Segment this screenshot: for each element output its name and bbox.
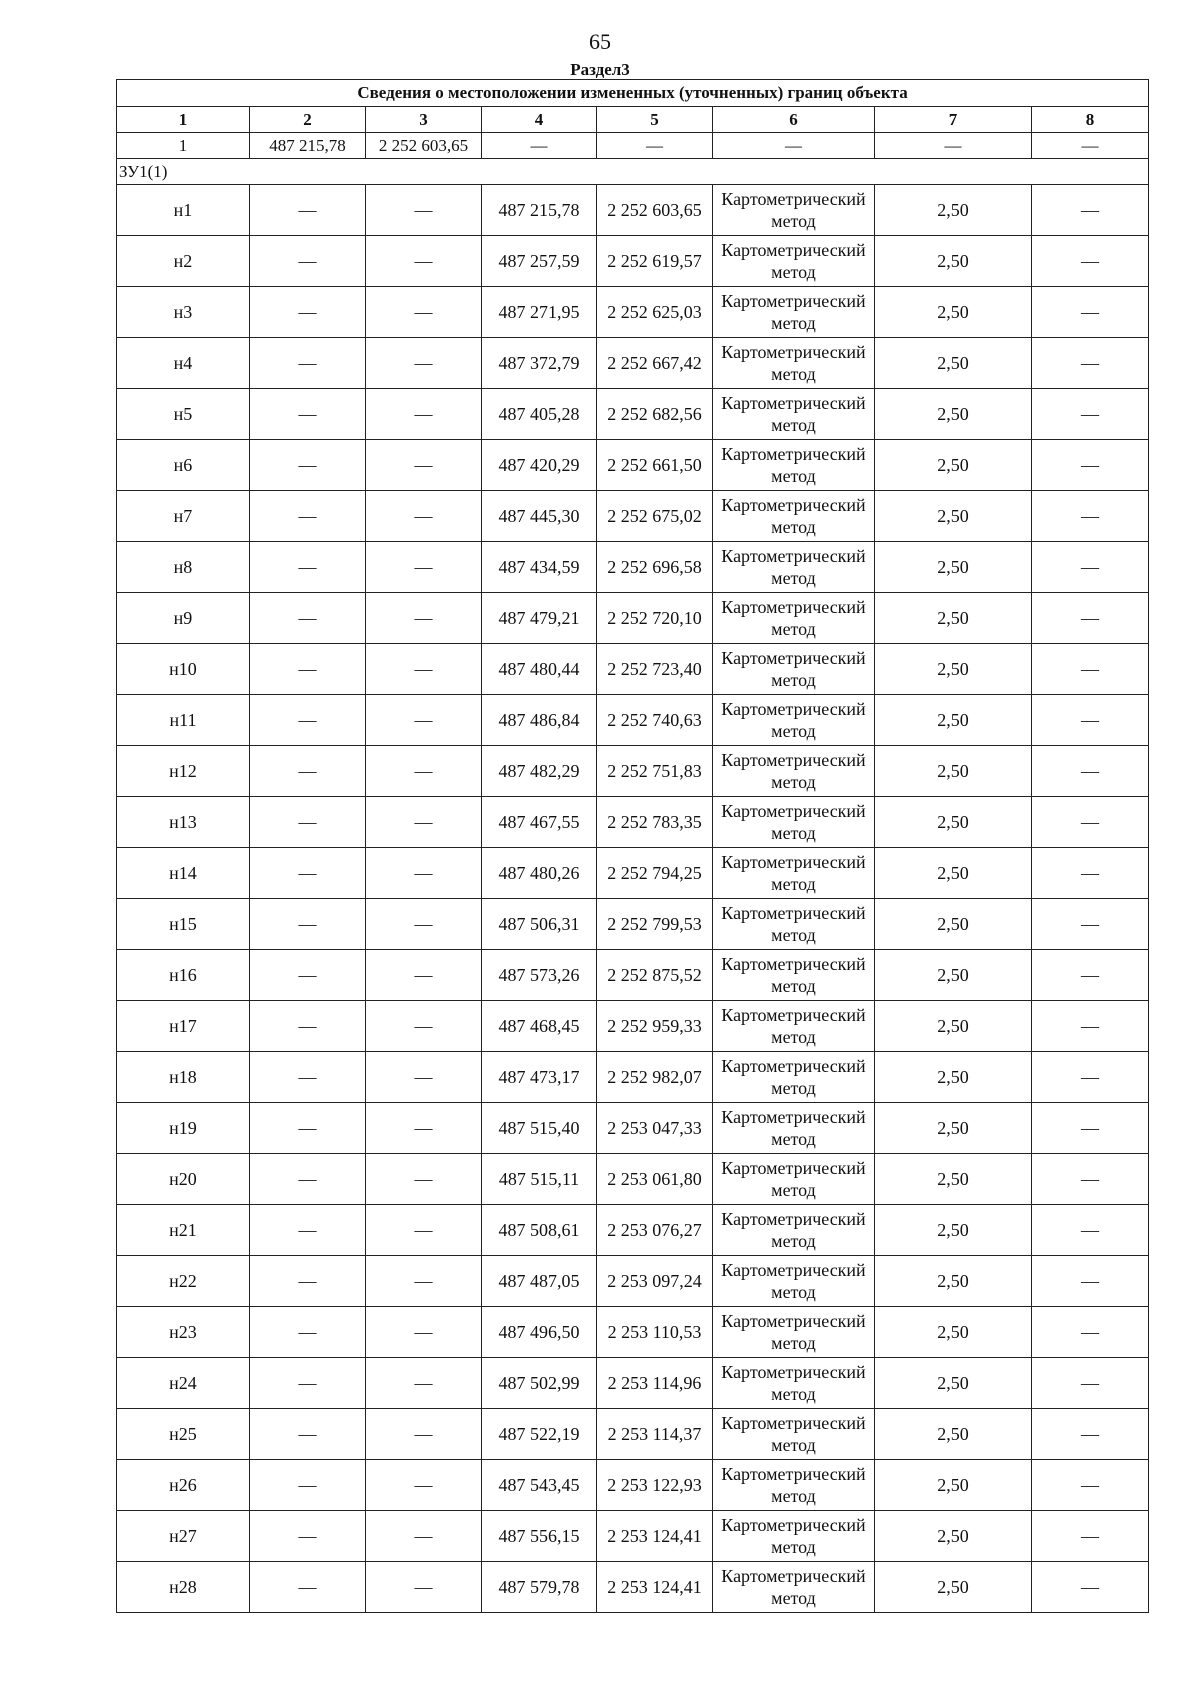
table-cell: 2,50 <box>875 1358 1032 1409</box>
table-cell: 2,50 <box>875 746 1032 797</box>
table-cell: — <box>250 848 366 899</box>
table-cell: 2 252 799,53 <box>597 899 713 950</box>
table-cell: 487 579,78 <box>482 1562 597 1613</box>
table-cell: 487 271,95 <box>482 287 597 338</box>
table-cell: — <box>1032 236 1149 287</box>
table-cell: — <box>1032 1307 1149 1358</box>
table-cell: н8 <box>117 542 250 593</box>
table-cell: Картометрический метод <box>713 236 875 287</box>
table-cell: 487 508,61 <box>482 1205 597 1256</box>
table-cell: — <box>366 1511 482 1562</box>
table-cell: 2 253 124,41 <box>597 1562 713 1613</box>
table-cell: н14 <box>117 848 250 899</box>
table-cell: — <box>250 1256 366 1307</box>
table-cell: 487 445,30 <box>482 491 597 542</box>
table-cell: — <box>250 695 366 746</box>
table-cell: — <box>1032 797 1149 848</box>
table-cell: 487 543,45 <box>482 1460 597 1511</box>
table-cell: — <box>366 1307 482 1358</box>
table-cell: 2 252 959,33 <box>597 1001 713 1052</box>
table-row <box>117 1511 1149 1562</box>
table-cell: — <box>250 593 366 644</box>
table-cell: — <box>1032 1052 1149 1103</box>
table-cell: н6 <box>117 440 250 491</box>
table-cell: 487 473,17 <box>482 1052 597 1103</box>
table-cell: — <box>250 1205 366 1256</box>
column-number: 2 <box>250 107 366 133</box>
table-cell: 2 252 603,65 <box>366 133 482 159</box>
table-row <box>117 542 1149 593</box>
table-cell: 2,50 <box>875 440 1032 491</box>
table-cell: — <box>1032 1001 1149 1052</box>
table-cell: Картометрический метод <box>713 389 875 440</box>
table-cell: — <box>366 899 482 950</box>
table-cell: 487 468,45 <box>482 1001 597 1052</box>
table-cell: 2 252 723,40 <box>597 644 713 695</box>
table-cell: — <box>1032 695 1149 746</box>
column-number: 5 <box>597 107 713 133</box>
table-cell: н27 <box>117 1511 250 1562</box>
table-cell: — <box>366 1154 482 1205</box>
table-cell: — <box>366 542 482 593</box>
table-cell: н5 <box>117 389 250 440</box>
table-cell: 2,50 <box>875 899 1032 950</box>
table-row <box>117 797 1149 848</box>
table-cell: 487 506,31 <box>482 899 597 950</box>
table-body <box>117 80 1149 1613</box>
table-cell: 2,50 <box>875 1460 1032 1511</box>
table-cell: — <box>1032 287 1149 338</box>
table-cell: — <box>366 1562 482 1613</box>
column-number: 6 <box>713 107 875 133</box>
table-cell: 2,50 <box>875 389 1032 440</box>
table-cell: Картометрический метод <box>713 1307 875 1358</box>
table-cell: Картометрический метод <box>713 1154 875 1205</box>
table-cell: 2 252 794,25 <box>597 848 713 899</box>
table-cell: — <box>250 797 366 848</box>
table-cell: 487 479,21 <box>482 593 597 644</box>
table-row <box>117 746 1149 797</box>
column-number: 7 <box>875 107 1032 133</box>
table-cell: Картометрический метод <box>713 1511 875 1562</box>
table-cell: — <box>250 1307 366 1358</box>
table-cell: — <box>1032 1409 1149 1460</box>
table-cell: — <box>366 1205 482 1256</box>
table-row <box>117 1409 1149 1460</box>
table-cell: Картометрический метод <box>713 593 875 644</box>
table-cell: Картометрический метод <box>713 1358 875 1409</box>
table-cell: 2 253 097,24 <box>597 1256 713 1307</box>
table-cell: — <box>1032 389 1149 440</box>
table-cell: — <box>250 338 366 389</box>
table-cell: — <box>1032 593 1149 644</box>
table-cell: 487 522,19 <box>482 1409 597 1460</box>
table-cell: — <box>366 695 482 746</box>
boundary-coordinates-table <box>116 79 1149 1613</box>
table-cell: — <box>366 593 482 644</box>
table-cell: Картометрический метод <box>713 185 875 236</box>
table-cell: — <box>1032 1511 1149 1562</box>
table-row <box>117 1205 1149 1256</box>
table-cell: 2 252 661,50 <box>597 440 713 491</box>
column-number: 3 <box>366 107 482 133</box>
table-cell: 487 215,78 <box>482 185 597 236</box>
table-cell: — <box>250 1511 366 1562</box>
table-cell: — <box>250 542 366 593</box>
table-cell: н23 <box>117 1307 250 1358</box>
table-row <box>117 389 1149 440</box>
table-cell: — <box>250 950 366 1001</box>
table-cell: — <box>366 1001 482 1052</box>
table-cell: 2,50 <box>875 542 1032 593</box>
table-row <box>117 1562 1149 1613</box>
table-cell: — <box>250 644 366 695</box>
table-cell: — <box>366 644 482 695</box>
table-cell: Картометрический метод <box>713 950 875 1001</box>
column-number-row <box>117 107 1149 133</box>
table-row <box>117 185 1149 236</box>
table-cell: 2,50 <box>875 1205 1032 1256</box>
table-cell: Картометрический метод <box>713 287 875 338</box>
table-cell: — <box>250 1409 366 1460</box>
table-cell: 2 253 114,37 <box>597 1409 713 1460</box>
table-cell: 487 215,78 <box>250 133 366 159</box>
table-cell: 2 252 982,07 <box>597 1052 713 1103</box>
table-cell: 487 496,50 <box>482 1307 597 1358</box>
table-cell: 2 252 619,57 <box>597 236 713 287</box>
table-cell: н11 <box>117 695 250 746</box>
table-cell: — <box>1032 950 1149 1001</box>
column-number: 1 <box>117 107 250 133</box>
table-cell: 2 253 076,27 <box>597 1205 713 1256</box>
table-cell: н21 <box>117 1205 250 1256</box>
table-cell: 2 252 667,42 <box>597 338 713 389</box>
table-cell: 2 252 682,56 <box>597 389 713 440</box>
table-row <box>117 1307 1149 1358</box>
table-cell: н15 <box>117 899 250 950</box>
table-cell: 2,50 <box>875 1562 1032 1613</box>
table-cell: Картометрический метод <box>713 848 875 899</box>
table-cell: — <box>1032 1562 1149 1613</box>
table-cell: н4 <box>117 338 250 389</box>
table-cell: 2,50 <box>875 491 1032 542</box>
table-cell: — <box>366 287 482 338</box>
table-cell: н10 <box>117 644 250 695</box>
table-cell: 2 252 751,83 <box>597 746 713 797</box>
table-cell: н26 <box>117 1460 250 1511</box>
table-cell: н18 <box>117 1052 250 1103</box>
table-cell: 2,50 <box>875 644 1032 695</box>
table-row <box>117 287 1149 338</box>
table-cell: Картометрический метод <box>713 1052 875 1103</box>
table-cell: 2 252 783,35 <box>597 797 713 848</box>
table-cell: — <box>250 1052 366 1103</box>
table-row <box>117 1358 1149 1409</box>
group-label: ЗУ1(1) <box>117 159 1149 185</box>
table-cell: — <box>366 1103 482 1154</box>
table-cell: — <box>1032 185 1149 236</box>
group-row <box>117 159 1149 185</box>
table-row <box>117 848 1149 899</box>
table-cell: 487 420,29 <box>482 440 597 491</box>
table-cell: — <box>366 1358 482 1409</box>
table-cell: 2,50 <box>875 1307 1032 1358</box>
table-cell: — <box>366 338 482 389</box>
table-cell: 2,50 <box>875 1154 1032 1205</box>
table-cell: — <box>1032 338 1149 389</box>
table-cell: н20 <box>117 1154 250 1205</box>
table-cell: 2 253 124,41 <box>597 1511 713 1562</box>
table-cell: Картометрический метод <box>713 1001 875 1052</box>
table-cell: 487 573,26 <box>482 950 597 1001</box>
table-cell: 2,50 <box>875 797 1032 848</box>
table-cell: 2,50 <box>875 1409 1032 1460</box>
table-cell: — <box>250 389 366 440</box>
table-cell: Картометрический метод <box>713 1562 875 1613</box>
table-cell: н22 <box>117 1256 250 1307</box>
table-cell: н12 <box>117 746 250 797</box>
table-cell: 487 556,15 <box>482 1511 597 1562</box>
table-cell: Картометрический метод <box>713 542 875 593</box>
table-cell: — <box>250 236 366 287</box>
table-cell: Картометрический метод <box>713 1256 875 1307</box>
table-cell: — <box>1032 1205 1149 1256</box>
table-row <box>117 593 1149 644</box>
table-row <box>117 338 1149 389</box>
table-cell: Картометрический метод <box>713 1205 875 1256</box>
table-cell: 2,50 <box>875 1001 1032 1052</box>
table-cell: н1 <box>117 185 250 236</box>
table-cell: н24 <box>117 1358 250 1409</box>
table-cell: н3 <box>117 287 250 338</box>
table-cell: 2,50 <box>875 185 1032 236</box>
table-cell: 487 480,26 <box>482 848 597 899</box>
table-cell: — <box>366 746 482 797</box>
table-cell: — <box>366 1256 482 1307</box>
table-row <box>117 1154 1149 1205</box>
table-row <box>117 1460 1149 1511</box>
table-cell: н9 <box>117 593 250 644</box>
table-row <box>117 1256 1149 1307</box>
table-cell: — <box>366 491 482 542</box>
table-cell: 487 405,28 <box>482 389 597 440</box>
table-caption-row <box>117 80 1149 107</box>
table-row <box>117 491 1149 542</box>
table-cell: 487 502,99 <box>482 1358 597 1409</box>
table-cell: 2 252 875,52 <box>597 950 713 1001</box>
table-cell: — <box>366 1409 482 1460</box>
table-cell: 2,50 <box>875 287 1032 338</box>
table-row <box>117 1001 1149 1052</box>
table-cell: 2,50 <box>875 593 1032 644</box>
table-cell: Картометрический метод <box>713 440 875 491</box>
table-cell: — <box>250 1460 366 1511</box>
table-cell: — <box>1032 491 1149 542</box>
table-cell: — <box>366 389 482 440</box>
table-cell: 2 253 114,96 <box>597 1358 713 1409</box>
table-cell: — <box>1032 1154 1149 1205</box>
table-cell: н2 <box>117 236 250 287</box>
table-cell: 2,50 <box>875 848 1032 899</box>
table-cell: 487 487,05 <box>482 1256 597 1307</box>
table-cell: — <box>366 185 482 236</box>
page-number: 65 <box>589 29 611 54</box>
table-cell: — <box>250 1001 366 1052</box>
existing-point-row <box>117 133 1149 159</box>
table-row <box>117 950 1149 1001</box>
table-cell: Картометрический метод <box>713 1103 875 1154</box>
table-cell: 2 252 675,02 <box>597 491 713 542</box>
table-cell: 2,50 <box>875 695 1032 746</box>
table-cell: 2 252 720,10 <box>597 593 713 644</box>
table-cell: — <box>250 1562 366 1613</box>
table-cell: Картометрический метод <box>713 797 875 848</box>
table-cell: — <box>366 848 482 899</box>
table-cell: Картометрический метод <box>713 491 875 542</box>
table-cell: 487 434,59 <box>482 542 597 593</box>
table-cell: — <box>1032 1256 1149 1307</box>
table-cell: — <box>1032 644 1149 695</box>
table-cell: 2 252 603,65 <box>597 185 713 236</box>
table-cell: Картометрический метод <box>713 1409 875 1460</box>
table-cell: — <box>366 950 482 1001</box>
table-cell: — <box>1032 1358 1149 1409</box>
table-cell: 487 515,11 <box>482 1154 597 1205</box>
table-cell: 1 <box>117 133 250 159</box>
table-cell: — <box>482 133 597 159</box>
table-row <box>117 644 1149 695</box>
section-title: Раздел3 <box>570 60 630 79</box>
table-cell: 2 253 122,93 <box>597 1460 713 1511</box>
table-cell: н19 <box>117 1103 250 1154</box>
table-cell: 2 253 047,33 <box>597 1103 713 1154</box>
column-number: 8 <box>1032 107 1149 133</box>
table-cell: — <box>1032 440 1149 491</box>
table-cell: 2 252 625,03 <box>597 287 713 338</box>
table-cell: Картометрический метод <box>713 644 875 695</box>
table-cell: — <box>366 440 482 491</box>
table-cell: 2,50 <box>875 1511 1032 1562</box>
table-cell: 2,50 <box>875 1256 1032 1307</box>
table-row <box>117 1103 1149 1154</box>
table-cell: — <box>250 491 366 542</box>
table-cell: 2 252 740,63 <box>597 695 713 746</box>
table-cell: Картометрический метод <box>713 899 875 950</box>
table-row <box>117 1052 1149 1103</box>
table-cell: 2,50 <box>875 1052 1032 1103</box>
table-cell: — <box>875 133 1032 159</box>
table-cell: — <box>366 1052 482 1103</box>
table-cell: н13 <box>117 797 250 848</box>
table-cell: — <box>366 1460 482 1511</box>
table-cell: 2,50 <box>875 236 1032 287</box>
table-cell: н17 <box>117 1001 250 1052</box>
table-cell: 2,50 <box>875 338 1032 389</box>
table-cell: — <box>1032 848 1149 899</box>
table-cell: — <box>250 287 366 338</box>
table-cell: 2,50 <box>875 1103 1032 1154</box>
table-caption: Сведения о местоположении измененных (уточненных) границ объекта <box>117 80 1149 107</box>
table-cell: Картометрический метод <box>713 695 875 746</box>
table-cell: — <box>250 185 366 236</box>
table-cell: — <box>250 1103 366 1154</box>
column-number: 4 <box>482 107 597 133</box>
table-cell: 2 253 061,80 <box>597 1154 713 1205</box>
table-row <box>117 236 1149 287</box>
table-cell: Картометрический метод <box>713 338 875 389</box>
table-cell: 487 480,44 <box>482 644 597 695</box>
table-cell: — <box>1032 899 1149 950</box>
table-cell: — <box>250 1154 366 1205</box>
table-cell: — <box>250 899 366 950</box>
table-cell: 487 482,29 <box>482 746 597 797</box>
table-cell: — <box>1032 542 1149 593</box>
table-cell: — <box>713 133 875 159</box>
table-cell: — <box>1032 746 1149 797</box>
table-row <box>117 695 1149 746</box>
table-row <box>117 440 1149 491</box>
table-cell: — <box>366 236 482 287</box>
table-cell: — <box>250 746 366 797</box>
table-cell: — <box>366 797 482 848</box>
table-cell: 2 252 696,58 <box>597 542 713 593</box>
table-cell: — <box>1032 1460 1149 1511</box>
table-cell: — <box>250 440 366 491</box>
table-cell: 487 257,59 <box>482 236 597 287</box>
table-cell: — <box>1032 1103 1149 1154</box>
table-cell: н25 <box>117 1409 250 1460</box>
table-cell: 2,50 <box>875 950 1032 1001</box>
table-cell: 487 515,40 <box>482 1103 597 1154</box>
table-cell: — <box>597 133 713 159</box>
table-cell: 2 253 110,53 <box>597 1307 713 1358</box>
table-cell: — <box>1032 133 1149 159</box>
table-cell: н16 <box>117 950 250 1001</box>
table-cell: — <box>250 1358 366 1409</box>
table-cell: Картометрический метод <box>713 746 875 797</box>
table-cell: н28 <box>117 1562 250 1613</box>
table-cell: 487 467,55 <box>482 797 597 848</box>
table-cell: н7 <box>117 491 250 542</box>
table-cell: 487 372,79 <box>482 338 597 389</box>
table-row <box>117 899 1149 950</box>
table-cell: Картометрический метод <box>713 1460 875 1511</box>
table-cell: 487 486,84 <box>482 695 597 746</box>
